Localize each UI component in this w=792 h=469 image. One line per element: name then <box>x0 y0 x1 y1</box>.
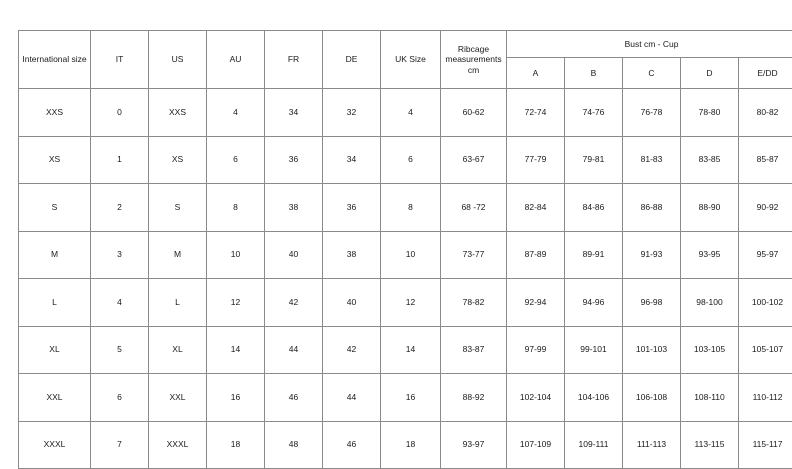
cell-bust-d: 93-95 <box>681 231 739 279</box>
cell-de: 32 <box>323 89 381 137</box>
cell-uk: 10 <box>381 231 441 279</box>
cell-bust-c: 76-78 <box>623 89 681 137</box>
cell-international-size: XXS <box>19 89 91 137</box>
column-group-header-bust-cup: Bust cm - Cup <box>507 31 792 58</box>
cell-fr: 42 <box>265 279 323 327</box>
cell-international-size: XS <box>19 136 91 184</box>
cell-us: XL <box>149 326 207 374</box>
cell-bust-c: 91-93 <box>623 231 681 279</box>
cell-au: 16 <box>207 374 265 422</box>
cell-bust-d: 98-100 <box>681 279 739 327</box>
column-header-it: IT <box>91 31 149 89</box>
column-header-au: AU <box>207 31 265 89</box>
column-header-fr: FR <box>265 31 323 89</box>
cell-us: S <box>149 184 207 232</box>
cell-de: 38 <box>323 231 381 279</box>
cell-bust-e-dd: 95-97 <box>739 231 792 279</box>
cell-ribcage: 83-87 <box>441 326 507 374</box>
column-header-cup-c: C <box>623 58 681 89</box>
cell-it: 2 <box>91 184 149 232</box>
column-header-uk-size: UK Size <box>381 31 441 89</box>
table-row <box>19 89 792 137</box>
table-row <box>19 421 792 469</box>
cell-international-size: L <box>19 279 91 327</box>
cell-international-size: S <box>19 184 91 232</box>
cell-international-size: XXL <box>19 374 91 422</box>
cell-ribcage: 73-77 <box>441 231 507 279</box>
column-header-de: DE <box>323 31 381 89</box>
cell-uk: 18 <box>381 421 441 469</box>
cell-fr: 40 <box>265 231 323 279</box>
column-header-us: US <box>149 31 207 89</box>
cell-us: XXL <box>149 374 207 422</box>
cell-au: 18 <box>207 421 265 469</box>
cell-de: 46 <box>323 421 381 469</box>
cell-international-size: XL <box>19 326 91 374</box>
cell-it: 1 <box>91 136 149 184</box>
cell-bust-a: 107-109 <box>507 421 565 469</box>
table-row <box>19 279 792 327</box>
table-row <box>19 184 792 232</box>
cell-bust-b: 89-91 <box>565 231 623 279</box>
table-body <box>19 89 792 469</box>
cell-it: 4 <box>91 279 149 327</box>
cell-bust-c: 111-113 <box>623 421 681 469</box>
cell-ribcage: 63-67 <box>441 136 507 184</box>
cell-au: 10 <box>207 231 265 279</box>
cell-bust-d: 88-90 <box>681 184 739 232</box>
cell-fr: 44 <box>265 326 323 374</box>
cell-bust-d: 113-115 <box>681 421 739 469</box>
cell-ribcage: 78-82 <box>441 279 507 327</box>
cell-au: 4 <box>207 89 265 137</box>
cell-au: 6 <box>207 136 265 184</box>
cell-bust-b: 79-81 <box>565 136 623 184</box>
cell-ribcage: 93-97 <box>441 421 507 469</box>
cell-bust-a: 87-89 <box>507 231 565 279</box>
cell-ribcage: 60-62 <box>441 89 507 137</box>
cell-uk: 14 <box>381 326 441 374</box>
table-row <box>19 136 792 184</box>
cell-international-size: M <box>19 231 91 279</box>
column-header-ribcage-measurements: Ribcage measurements cm <box>441 31 507 89</box>
column-header-international-size: International size <box>19 31 91 89</box>
cell-de: 44 <box>323 374 381 422</box>
cell-bust-d: 83-85 <box>681 136 739 184</box>
table-row <box>19 374 792 422</box>
cell-bust-d: 103-105 <box>681 326 739 374</box>
table-header-row-1 <box>19 31 792 58</box>
cell-bust-c: 101-103 <box>623 326 681 374</box>
cell-it: 3 <box>91 231 149 279</box>
cell-us: XXXL <box>149 421 207 469</box>
column-header-cup-b: B <box>565 58 623 89</box>
cell-fr: 38 <box>265 184 323 232</box>
cell-bust-e-dd: 115-117 <box>739 421 792 469</box>
cell-it: 7 <box>91 421 149 469</box>
cell-bust-a: 72-74 <box>507 89 565 137</box>
cell-bust-e-dd: 100-102 <box>739 279 792 327</box>
cell-bust-b: 74-76 <box>565 89 623 137</box>
cell-uk: 16 <box>381 374 441 422</box>
cell-fr: 46 <box>265 374 323 422</box>
cell-uk: 6 <box>381 136 441 184</box>
cell-uk: 4 <box>381 89 441 137</box>
cell-it: 5 <box>91 326 149 374</box>
column-header-cup-e-dd: E/DD <box>739 58 792 89</box>
cell-bust-a: 97-99 <box>507 326 565 374</box>
cell-de: 42 <box>323 326 381 374</box>
cell-us: XS <box>149 136 207 184</box>
cell-bust-c: 96-98 <box>623 279 681 327</box>
table-header <box>19 31 792 89</box>
table-row <box>19 231 792 279</box>
cell-bust-b: 104-106 <box>565 374 623 422</box>
cell-de: 36 <box>323 184 381 232</box>
cell-bust-a: 82-84 <box>507 184 565 232</box>
cell-uk: 12 <box>381 279 441 327</box>
cell-bust-a: 102-104 <box>507 374 565 422</box>
cell-bust-e-dd: 80-82 <box>739 89 792 137</box>
cell-fr: 34 <box>265 89 323 137</box>
size-chart-table <box>18 30 792 469</box>
cell-bust-b: 94-96 <box>565 279 623 327</box>
cell-bust-e-dd: 105-107 <box>739 326 792 374</box>
cell-bust-e-dd: 110-112 <box>739 374 792 422</box>
cell-bust-a: 77-79 <box>507 136 565 184</box>
cell-ribcage: 88-92 <box>441 374 507 422</box>
cell-au: 12 <box>207 279 265 327</box>
column-header-cup-d: D <box>681 58 739 89</box>
cell-bust-e-dd: 90-92 <box>739 184 792 232</box>
cell-it: 6 <box>91 374 149 422</box>
column-header-cup-a: A <box>507 58 565 89</box>
cell-ribcage: 68 -72 <box>441 184 507 232</box>
cell-bust-c: 81-83 <box>623 136 681 184</box>
cell-us: L <box>149 279 207 327</box>
cell-uk: 8 <box>381 184 441 232</box>
cell-de: 34 <box>323 136 381 184</box>
cell-fr: 48 <box>265 421 323 469</box>
cell-bust-d: 78-80 <box>681 89 739 137</box>
cell-bust-b: 109-111 <box>565 421 623 469</box>
cell-fr: 36 <box>265 136 323 184</box>
cell-international-size: XXXL <box>19 421 91 469</box>
cell-bust-b: 99-101 <box>565 326 623 374</box>
cell-us: M <box>149 231 207 279</box>
cell-au: 8 <box>207 184 265 232</box>
table-row <box>19 326 792 374</box>
cell-bust-b: 84-86 <box>565 184 623 232</box>
cell-it: 0 <box>91 89 149 137</box>
cell-bust-c: 86-88 <box>623 184 681 232</box>
cell-bust-d: 108-110 <box>681 374 739 422</box>
cell-de: 40 <box>323 279 381 327</box>
cell-us: XXS <box>149 89 207 137</box>
cell-bust-e-dd: 85-87 <box>739 136 792 184</box>
cell-bust-c: 106-108 <box>623 374 681 422</box>
cell-bust-a: 92-94 <box>507 279 565 327</box>
cell-au: 14 <box>207 326 265 374</box>
